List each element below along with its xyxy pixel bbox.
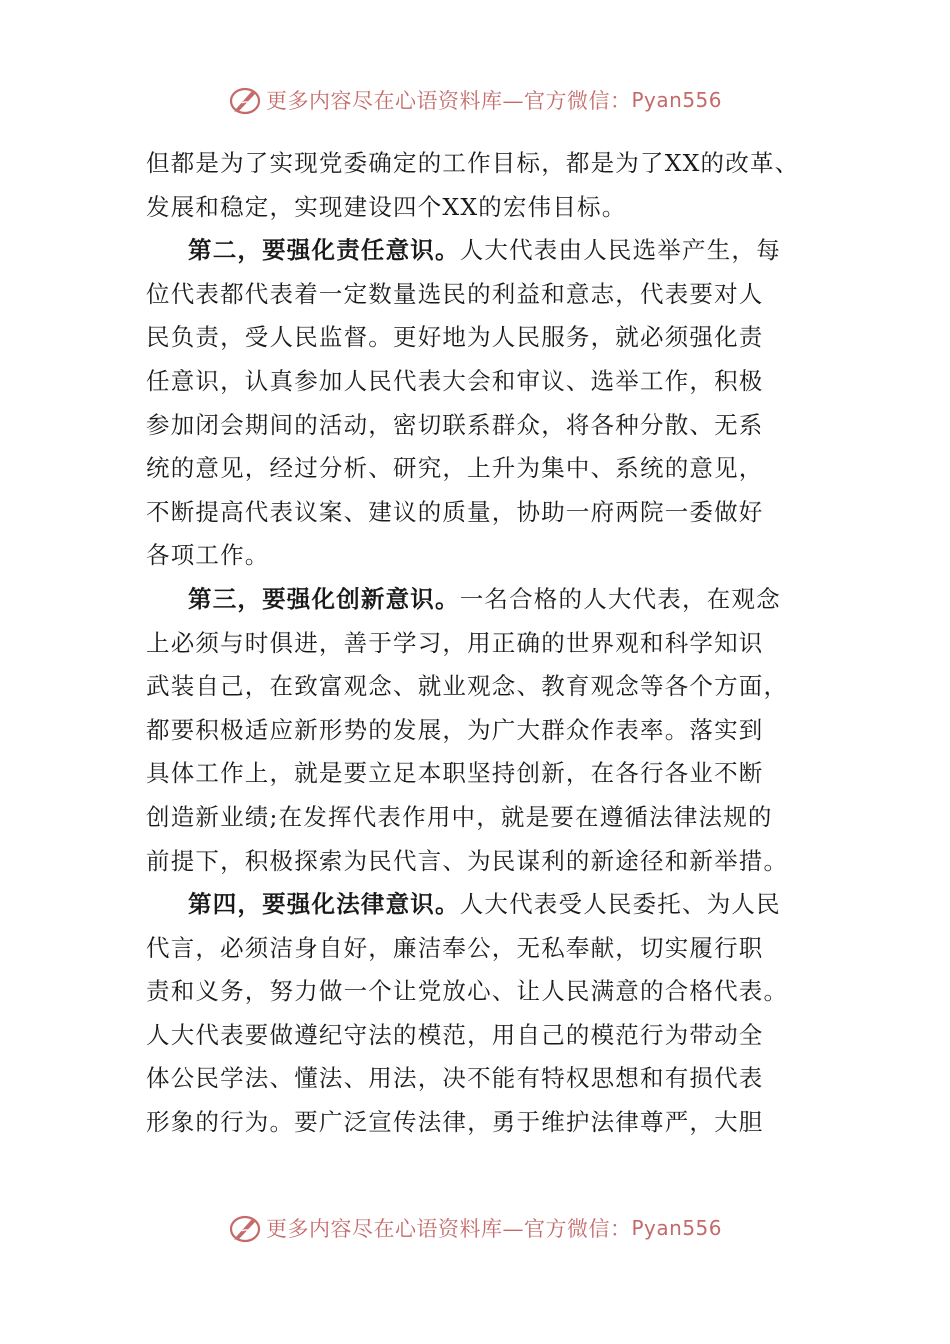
pen-scroll-logo-icon: [228, 83, 262, 117]
text-line: 民负责，受人民监督。更好地为人民服务，就必须强化责: [146, 323, 764, 352]
watermark-text: 更多内容尽在心语资料库—官方微信：: [265, 1217, 632, 1241]
text-line: 体公民学法、懂法、用法，决不能有特权思想和有损代表: [146, 1064, 764, 1093]
paragraph-first-line: [146, 229, 806, 273]
text-line: 任意识，认真参加人民代表大会和审议、选举工作，积极: [146, 366, 764, 395]
text-span: 人大代表受人民委托、为人民: [459, 890, 781, 919]
text-line: 位代表都代表着一定数量选民的利益和意志，代表要对人: [146, 279, 764, 308]
text-line: 上必须与时俱进，善于学习，用正确的世界观和科学知识: [146, 628, 764, 657]
watermark-text: 更多内容尽在心语资料库—官方微信：: [265, 89, 632, 113]
text-line: 武装自己，在致富观念、就业观念、教育观念等各个方面，: [146, 672, 789, 701]
text-span: 人大代表由人民选举产生，每: [459, 236, 781, 265]
header-watermark: [0, 80, 950, 120]
text-line: 但都是为了实现党委确定的工作目标，都是为了XX的改革、: [146, 149, 800, 177]
paragraph-heading: 第四，要强化法律意识。: [188, 890, 460, 919]
watermark-wechat-id: Pyan556: [631, 1216, 722, 1240]
paragraph-heading: 第二，要强化责任意识。: [188, 236, 460, 265]
paragraph-first-line: [146, 883, 806, 927]
text-line: 参加闭会期间的活动，密切联系群众，将各种分散、无系: [146, 410, 764, 439]
paragraph-heading: 第三，要强化创新意识。: [188, 584, 460, 613]
text-line: 发展和稳定，实现建设四个XX的宏伟目标。: [146, 192, 627, 221]
text-line: 人大代表要做遵纪守法的模范，用自己的模范行为带动全: [146, 1020, 764, 1049]
text-line: 前提下，积极探索为民代言、为民谋利的新途径和新举措。: [146, 846, 789, 875]
text-line: 具体工作上，就是要立足本职坚持创新，在各行各业不断: [146, 759, 764, 788]
text-line: 形象的行为。要广泛宣传法律，勇于维护法律尊严，大胆: [146, 1108, 764, 1137]
text-span: 一名合格的人大代表，在观念: [459, 584, 781, 613]
footer-watermark: [0, 1208, 950, 1248]
text-line: 创造新业绩;在发挥代表作用中，就是要在遵循法律法规的: [146, 802, 773, 831]
document-body: [146, 142, 806, 1145]
watermark-wechat-id: Pyan556: [631, 88, 722, 112]
text-line: 代言，必须洁身自好，廉洁奉公，无私奉献，切实履行职: [146, 933, 764, 962]
text-line: 统的意见，经过分析、研究，上升为集中、系统的意见，: [146, 454, 764, 483]
text-line: 各项工作。: [146, 541, 270, 570]
text-line: 都要积极适应新形势的发展，为广大群众作表率。落实到: [146, 715, 764, 744]
pen-scroll-logo-icon: [228, 1211, 262, 1245]
text-line: 不断提高代表议案、建议的质量，协助一府两院一委做好: [146, 497, 764, 526]
paragraph-first-line: [146, 578, 806, 622]
text-line: 责和义务，努力做一个让党放心、让人民满意的合格代表。: [146, 977, 789, 1006]
